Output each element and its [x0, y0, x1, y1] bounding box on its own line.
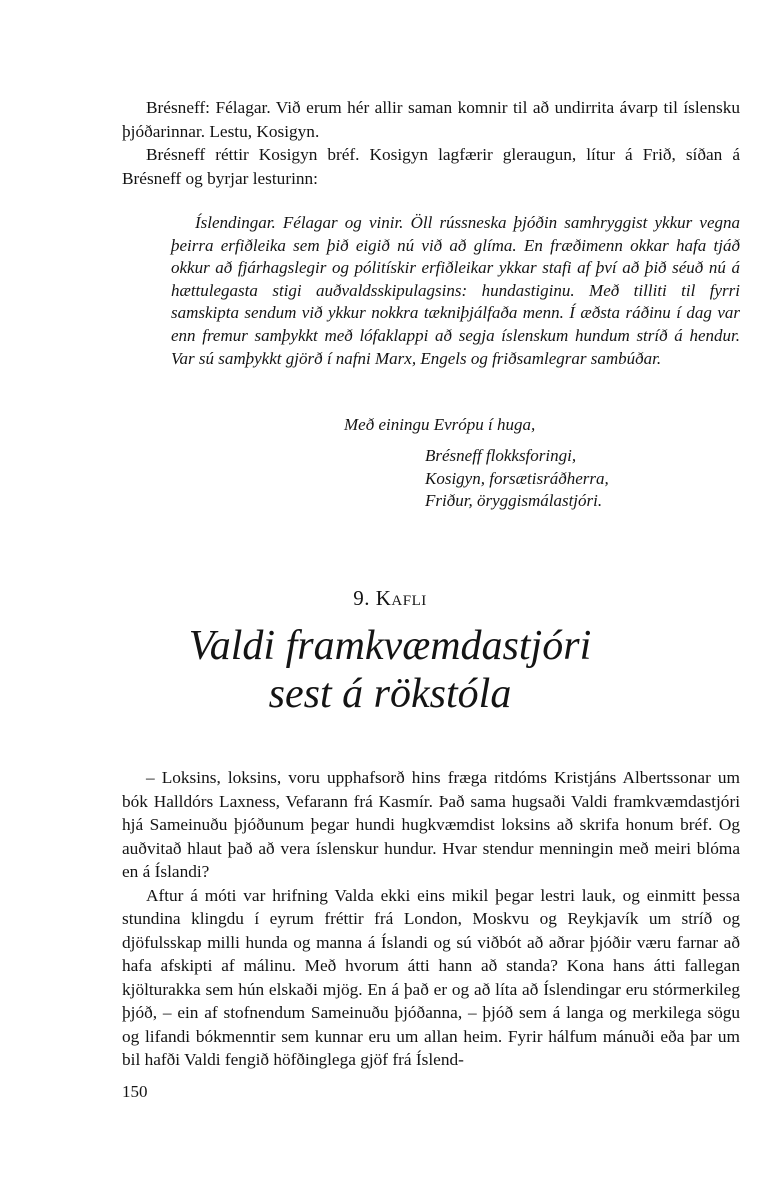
signature-line: Brésneff flokksforingi,: [425, 446, 577, 465]
chapter-heading: [0, 586, 780, 611]
letter-block: [171, 212, 740, 370]
letter-signatures: [425, 445, 609, 513]
signature-line: Kosigyn, forsætisráðherra,: [425, 468, 609, 488]
paragraph: Aftur á móti var hrifning Valda ekki eins mikil þegar lestri lauk, og einmitt þessa stundina klingdu í eyrum fréttir frá London, Moskvu og Reykjavík um stríð og djöfulsskap milli hunda og manna á Íslandi og sú viðbót að aðrar þjóðir væru farnar að hafa afskipti af málinu. Með hvorum átti hann að standa? Kona hans átti fallegan kjölturakka sem hún elskaði mjög. En á það er og að líta að Íslendingar eru stórmerkileg þjóð, – ein af stofnendum Sameinuðu þjóðanna, – þjóð sem á langa og merkilega sögu og lifandi bókmenntir sem kunnar eru um allan heim. Fyrir hálfum mánuði eða þar um bil hafði Valdi fengið höfðinglega gjöf frá Íslend-: [122, 885, 740, 1069]
paragraph: Brésneff: Félagar. Við erum hér allir saman komnir til að undirrita ávarp til íslensku þjóðarinnar. Lestu, Kosigyn.: [122, 98, 740, 141]
signature-line: Friður, öryggismálastjóri.: [425, 491, 603, 511]
chapter-label: Kafli: [375, 586, 427, 610]
page-number: 150: [122, 1082, 148, 1101]
chapter-body-text: [122, 766, 740, 1072]
letter-body: Íslendingar. Félagar og vinir. Öll rússneska þjóðin samhryggist ykkur vegna þeirra erfiðleika sem þið eigið nú við að glíma. En fræðimenn okkar hafa tjáð okkur að fjárhagslegir og pólitískir erfiðleikar ykkar stafi af því að þið séuð nú á hættulegasta stigi auðvaldsskipulagsins: hundastiginu. Með tilliti til fyrri samskipta sendum við ykkur nokkra tækniþjálfaða menn. Í æðsta ráðinu í dag var enn fremur samþykkt með lófaklappi að segja íslenskum hundum stríð á hendur. Var sú samþykkt gjörð í nafni Marx, Engels og friðsamlegrar sambúðar.: [171, 213, 740, 368]
chapter-title-line: sest á rökstóla: [268, 671, 512, 717]
chapter-title-line: Valdi framkvæmdastjóri: [188, 623, 592, 669]
letter-closing: Með einingu Evrópu í huga,: [344, 415, 536, 434]
paragraph: Brésneff réttir Kosigyn bréf. Kosigyn lagfærir gleraugun, lítur á Frið, síðan á Brésneff og byrjar lesturinn:: [122, 145, 740, 188]
intro-text: [122, 96, 740, 190]
paragraph: – Loksins, loksins, voru upphafsorð hins fræga ritdóms Kristjáns Albertssonar um bók Halldórs Laxness, Vefarann frá Kasmír. Það sama hugsaði Valdi framkvæmdastjóri hjá Sameinuðu þjóðunum þegar hundi hugkvæmdist loksins að skrifa honum bréf. Og auðvitað hlaut það að vera íslenskur hundur. Hvar stendur menningin með meiri blóma en á Íslandi?: [122, 768, 740, 881]
chapter-title: [0, 622, 780, 718]
chapter-number: 9.: [353, 586, 370, 610]
